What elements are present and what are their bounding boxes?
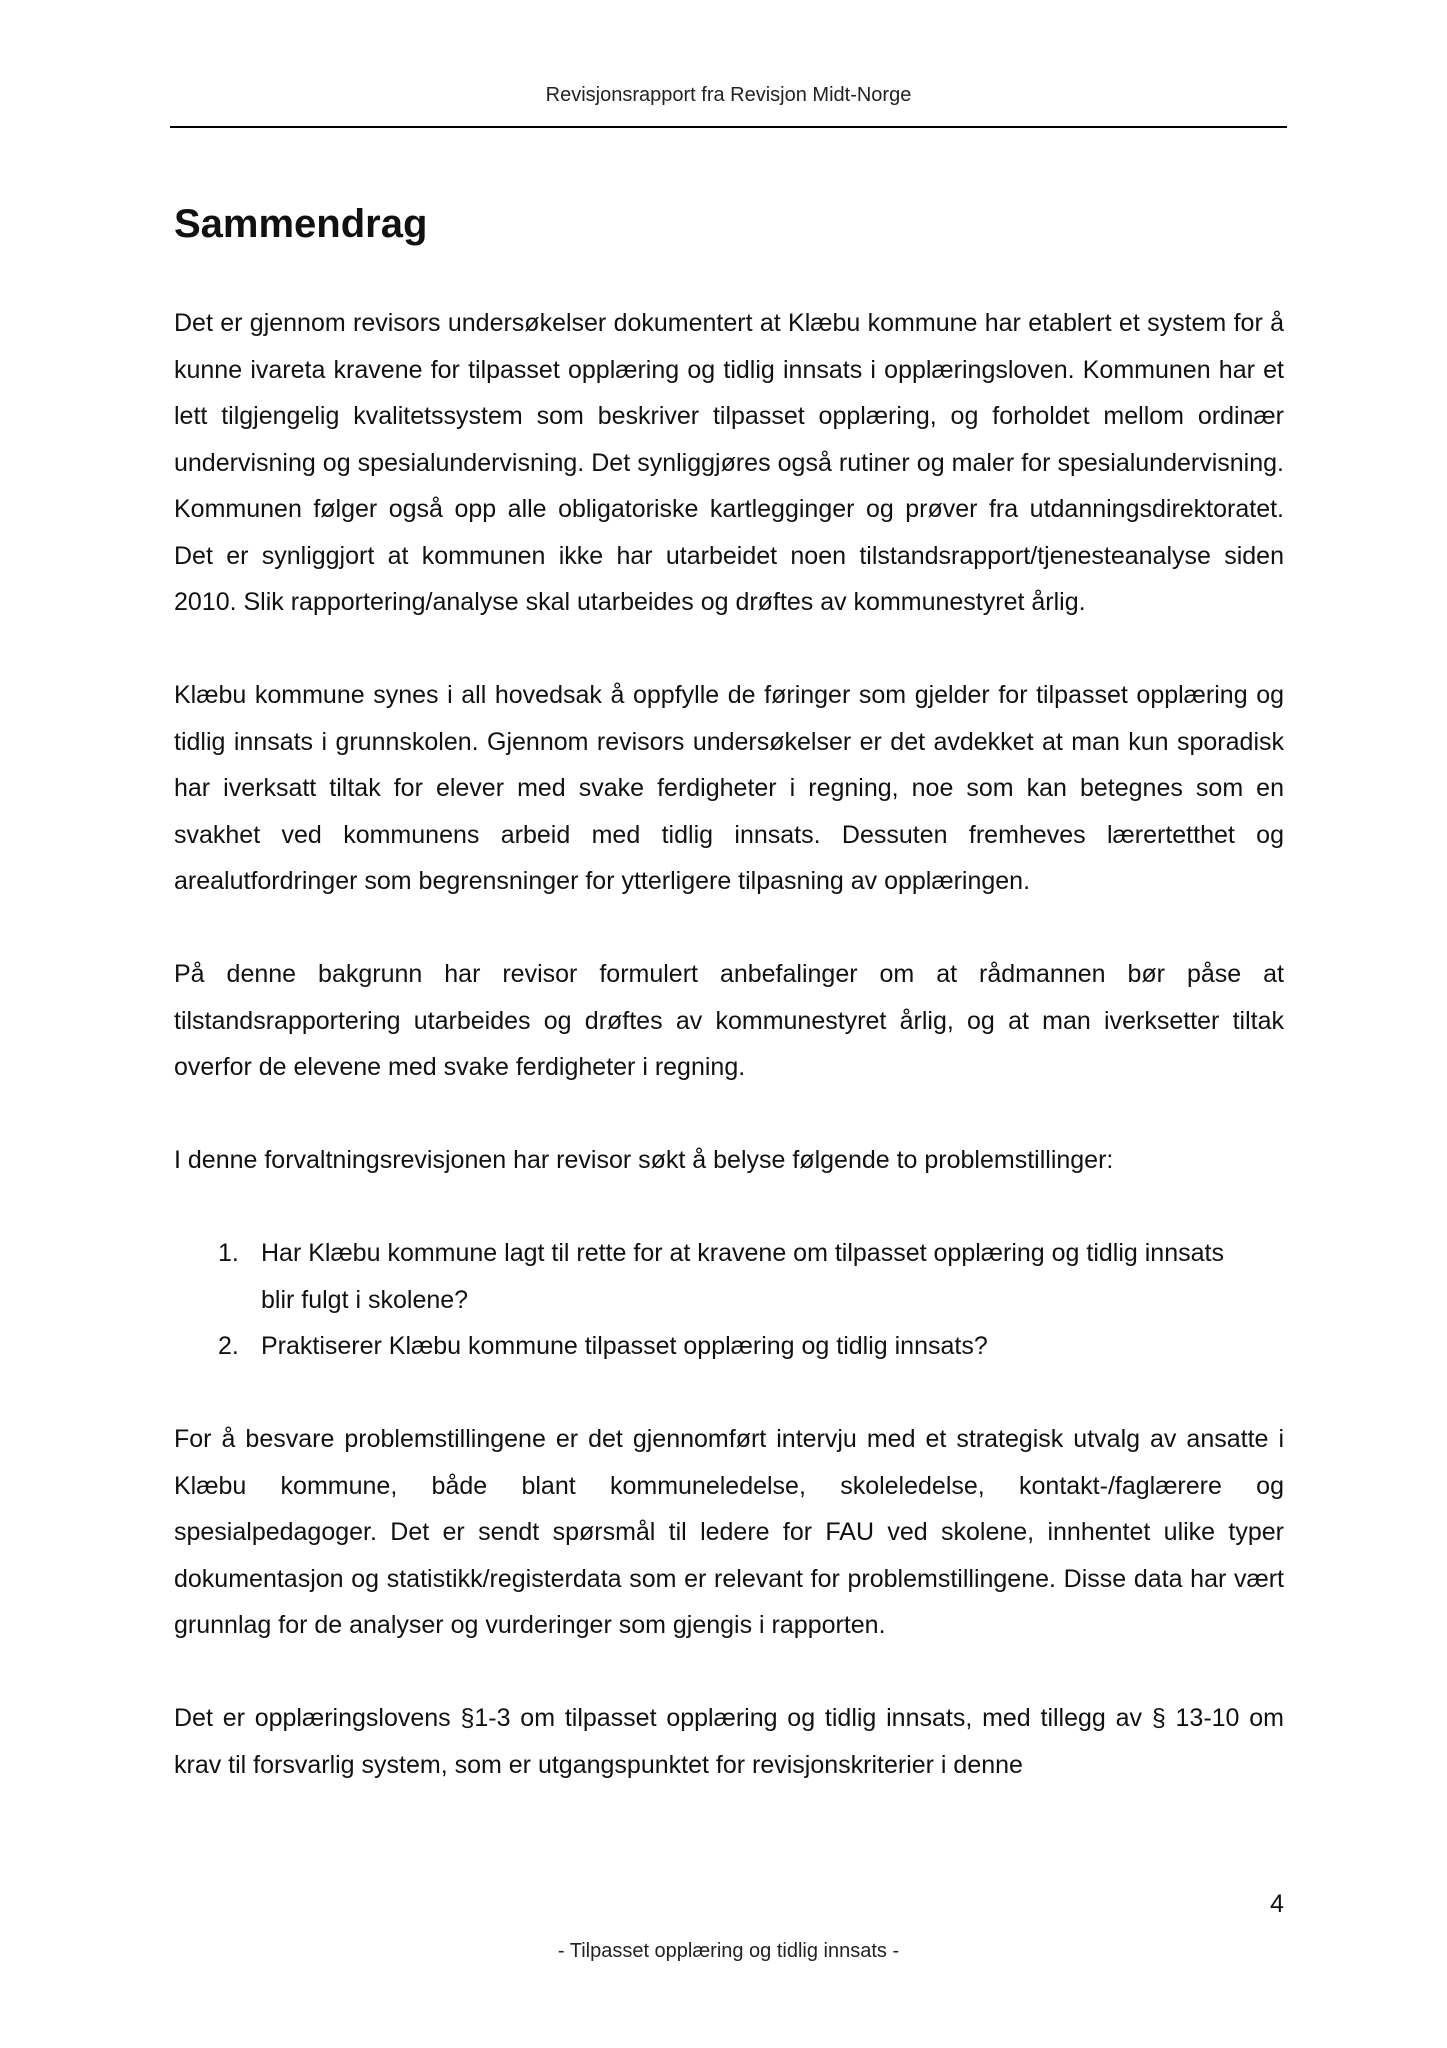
list-item-number: 1. xyxy=(218,1239,239,1267)
list-item-text: Praktiserer Klæbu kommune tilpasset opplæring og tidlig innsats? xyxy=(261,1332,988,1360)
list-item xyxy=(174,1323,1284,1370)
document-body xyxy=(174,300,1284,1788)
page-header: Revisjonsrapport fra Revisjon Midt-Norge xyxy=(545,84,912,106)
summary-paragraph-3: På denne bakgrunn har revisor formulert anbefalinger om at rådmannen bør påse at tilstandsrapportering utarbeides og drøftes av kommunestyret årlig, og at man iverksetter tiltak overfor de elevene med svake ferdigheter i regning. xyxy=(174,960,1284,1081)
page-footer: - Tilpasset opplæring og tidlig innsats - xyxy=(557,1940,900,1962)
problem-list xyxy=(174,1230,1284,1370)
list-item-number: 2. xyxy=(218,1332,239,1360)
list-item xyxy=(174,1230,1284,1323)
summary-paragraph-2: Klæbu kommune synes i all hovedsak å oppfylle de føringer som gjelder for tilpasset opplæring og tidlig innsats i grunnskolen. Gjennom revisors undersøkelser er det avdekket at man kun sporadisk har iverksatt tiltak for elever med svake ferdigheter i regning, noe som kan betegnes som en svakhet ved kommunens arbeid med tidlig innsats. Dessuten fremheves lærertetthet og arealutfordringer som begrensninger for ytterligere tilpasning av opplæringen. xyxy=(174,681,1284,895)
list-item-text: Har Klæbu kommune lagt til rette for at kravene om tilpasset opplæring og tidlig innsats blir fulgt i skolene? xyxy=(261,1239,1224,1314)
summary-paragraph-1: Det er gjennom revisors undersøkelser dokumentert at Klæbu kommune har etablert et system for å kunne ivareta kravene for tilpasset opplæring og tidlig innsats i opplæringsloven. Kommunen har et lett tilgjengelig kvalitetssystem som beskriver tilpasset opplæring, og forholdet mellom ordinær undervisning og spesialundervisning. Det synliggjøres også rutiner og maler for spesialundervisning. Kommunen følger også opp alle obligatoriske kartlegginger og prøver fra utdanningsdirektoratet. Det er synliggjort at kommunen ikke har utarbeidet noen tilstandsrapport/tjenesteanalyse siden 2010. Slik rapportering/analyse skal utarbeides og drøftes av kommunestyret årlig. xyxy=(174,309,1284,616)
header-divider xyxy=(170,126,1287,128)
summary-paragraph-6: Det er opplæringslovens §1-3 om tilpasset opplæring og tidlig innsats, med tillegg av § 13-10 om krav til forsvarlig system, som er utgangspunktet for revisjonskriterier i denne xyxy=(174,1704,1284,1779)
summary-paragraph-4: I denne forvaltningsrevisjonen har revisor søkt å belyse følgende to problemstillinger: xyxy=(174,1146,1114,1174)
page-number: 4 xyxy=(1270,1890,1284,1918)
page-title: Sammendrag xyxy=(174,202,428,246)
summary-paragraph-5: For å besvare problemstillingene er det gjennomført intervju med et strategisk utvalg av ansatte i Klæbu kommune, både blant kommuneledelse, skoleledelse, kontakt-/faglærere og spesialpedagoger. Det er sendt spørsmål til ledere for FAU ved skolene, innhentet ulike typer dokumentasjon og statistikk/registerdata som er relevant for problemstillingene. Disse data har vært grunnlag for de analyser og vurderinger som gjengis i rapporten. xyxy=(174,1425,1284,1639)
